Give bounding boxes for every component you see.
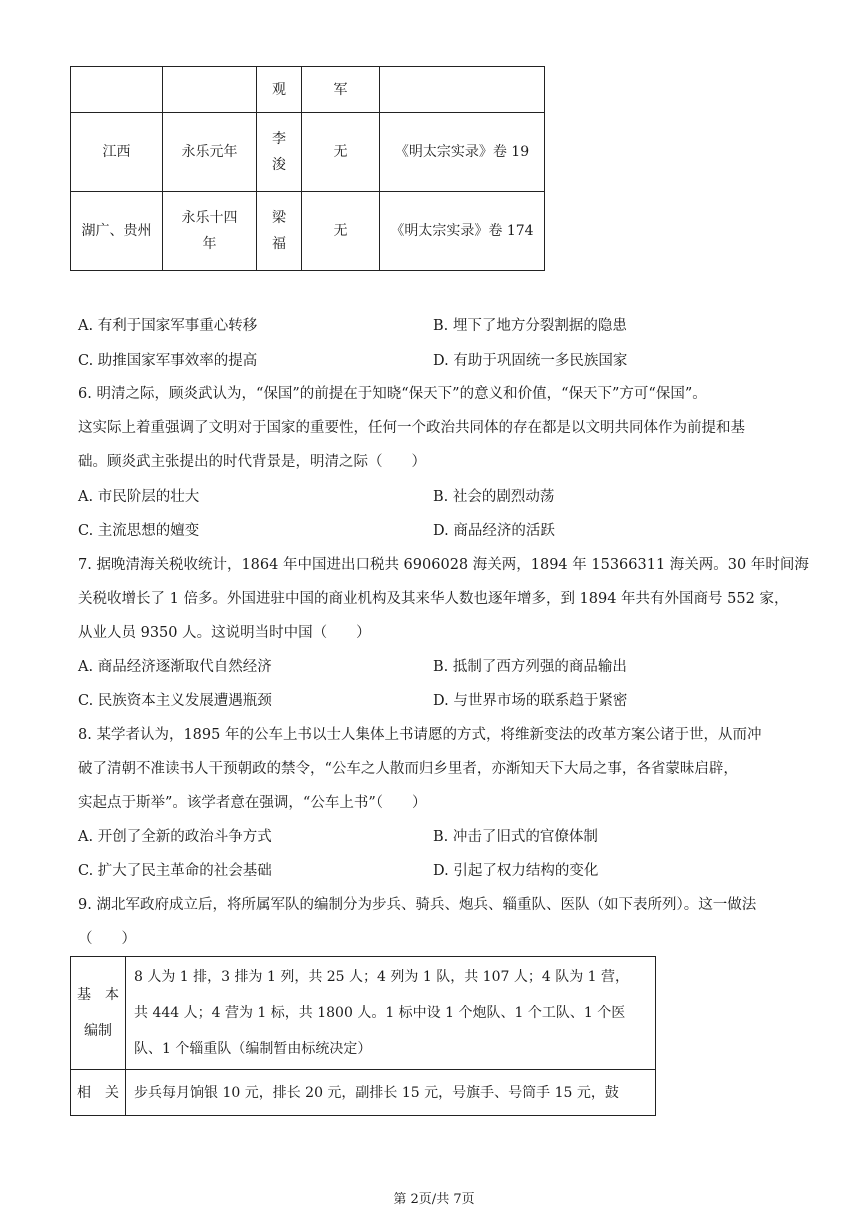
- source-cell: 《明太宗实录》卷 174: [380, 192, 545, 271]
- region-cell: 江西: [71, 113, 163, 192]
- content-line: 8 人为 1 排，3 排为 1 列，共 25 人；4 列为 1 队，共 107 人；4 队为 1 营，: [134, 969, 629, 985]
- q8-option-c: C. 扩大了民主革命的社会基础: [78, 863, 272, 879]
- row-label-line: 基 本: [77, 987, 119, 1003]
- military-cell: 无: [302, 192, 380, 271]
- top-table: [70, 66, 545, 271]
- q6-option-a: A. 市民阶层的壮大: [78, 489, 200, 505]
- time-cell: [163, 192, 257, 271]
- table-row: [71, 192, 545, 271]
- region-cell: 湖广、贵州: [71, 192, 163, 271]
- table-cell: [380, 67, 545, 113]
- q8-option-a: A. 开创了全新的政治斗争方式: [78, 829, 272, 845]
- table-cell: 军: [302, 67, 380, 113]
- q8-option-d: D. 引起了权力结构的变化: [433, 863, 599, 879]
- q5-option-b: B. 埋下了地方分裂割据的隐患: [433, 318, 627, 334]
- page-footer: 第 2页/共 7页: [393, 1192, 475, 1207]
- q6-option-d: D. 商品经济的活跃: [433, 523, 555, 539]
- time-cell: 永乐元年: [163, 113, 257, 192]
- person-char: 浚: [272, 157, 286, 173]
- q7-stem-line: 7. 据晚清海关税收统计，1864 年中国进出口税共 6906028 海关两，1894 年 15366311 海关两。30 年时间海: [78, 557, 809, 573]
- q6-stem-line: 这实际上着重强调了文明对于国家的重要性，任何一个政治共同体的存在都是以文明共同体作为前提和基: [78, 420, 745, 436]
- table-row: [71, 113, 545, 192]
- person-char: 李: [272, 131, 286, 147]
- q5-option-c: C. 助推国家军事效率的提高: [78, 353, 258, 369]
- row-content-cell: [126, 957, 656, 1070]
- q8-stem-line: 8. 某学者认为，1895 年的公车上书以士人集体上书请愿的方式，将维新变法的改革方案公诸于世，从而冲: [78, 727, 762, 743]
- q7-stem-line: 从业人员 9350 人。这说明当时中国（ ）: [78, 625, 371, 641]
- row-label-cell: 相 关: [71, 1070, 126, 1116]
- table-row: [71, 67, 545, 113]
- time-line: 年: [202, 236, 217, 252]
- q5-option-a: A. 有利于国家军事重心转移: [78, 318, 258, 334]
- q6-option-c: C. 主流思想的嬗变: [78, 523, 200, 539]
- q7-stem-line: 关税收增长了 1 倍多。外国进驻中国的商业机构及其来华人数也逐年增多，到 1894 年共有外国商号 552 家，: [78, 591, 789, 607]
- q7-option-c: C. 民族资本主义发展遭遇瓶颈: [78, 693, 272, 709]
- q6-stem-line: 6. 明清之际，顾炎武认为，“保国”的前提在于知晓“保天下”的意义和价值，“保天下”方可“保国”。: [78, 386, 707, 402]
- table-cell: 观: [257, 67, 302, 113]
- q5-option-d: D. 有助于巩固统一多民族国家: [433, 353, 628, 369]
- table-cell: [163, 67, 257, 113]
- row-label-line: 编制: [84, 1023, 112, 1039]
- q8-stem-line: 实起点于斯举”。该学者意在强调，“公车上书”（ ）: [78, 795, 427, 811]
- row-content-cell: 步兵每月饷银 10 元，排长 20 元，副排长 15 元，号旗手、号筒手 15 元，鼓: [126, 1070, 656, 1116]
- q8-stem-line: 破了清朝不准读书人干预朝政的禁令，“公车之人散而归乡里者，亦渐知天下大局之事，各省蒙昧启辟，: [78, 761, 738, 777]
- table-row: [71, 1070, 656, 1116]
- q7-option-a: A. 商品经济逐渐取代自然经济: [78, 659, 272, 675]
- q7-option-b: B. 抵制了西方列强的商品输出: [433, 659, 627, 675]
- person-cell: [257, 113, 302, 192]
- q9-stem-line: 9. 湖北军政府成立后，将所属军队的编制分为步兵、骑兵、炮兵、辎重队、医队（如下表所列）。这一做法: [78, 897, 757, 913]
- army-table: [70, 956, 656, 1116]
- person-cell: [257, 192, 302, 271]
- q8-option-b: B. 冲击了旧式的官僚体制: [433, 829, 598, 845]
- content-line: 队、1 个辎重队（编制暂由标统决定）: [134, 1041, 372, 1057]
- q9-stem-line: （ ）: [78, 931, 136, 947]
- person-char: 梁: [272, 210, 286, 226]
- row-label-cell: [71, 957, 126, 1070]
- source-cell: 《明太宗实录》卷 19: [380, 113, 545, 192]
- q7-option-d: D. 与世界市场的联系趋于紧密: [433, 693, 628, 709]
- time-line: 永乐十四: [181, 210, 238, 226]
- q6-option-b: B. 社会的剧烈动荡: [433, 489, 555, 505]
- table-cell: [71, 67, 163, 113]
- q6-stem-line: 础。顾炎武主张提出的时代背景是，明清之际（ ）: [78, 454, 426, 470]
- table-row: [71, 957, 656, 1070]
- military-cell: 无: [302, 113, 380, 192]
- person-char: 福: [272, 236, 286, 252]
- content-line: 共 444 人；4 营为 1 标，共 1800 人。1 标中设 1 个炮队、1 个工队、1 个医: [134, 1005, 626, 1021]
